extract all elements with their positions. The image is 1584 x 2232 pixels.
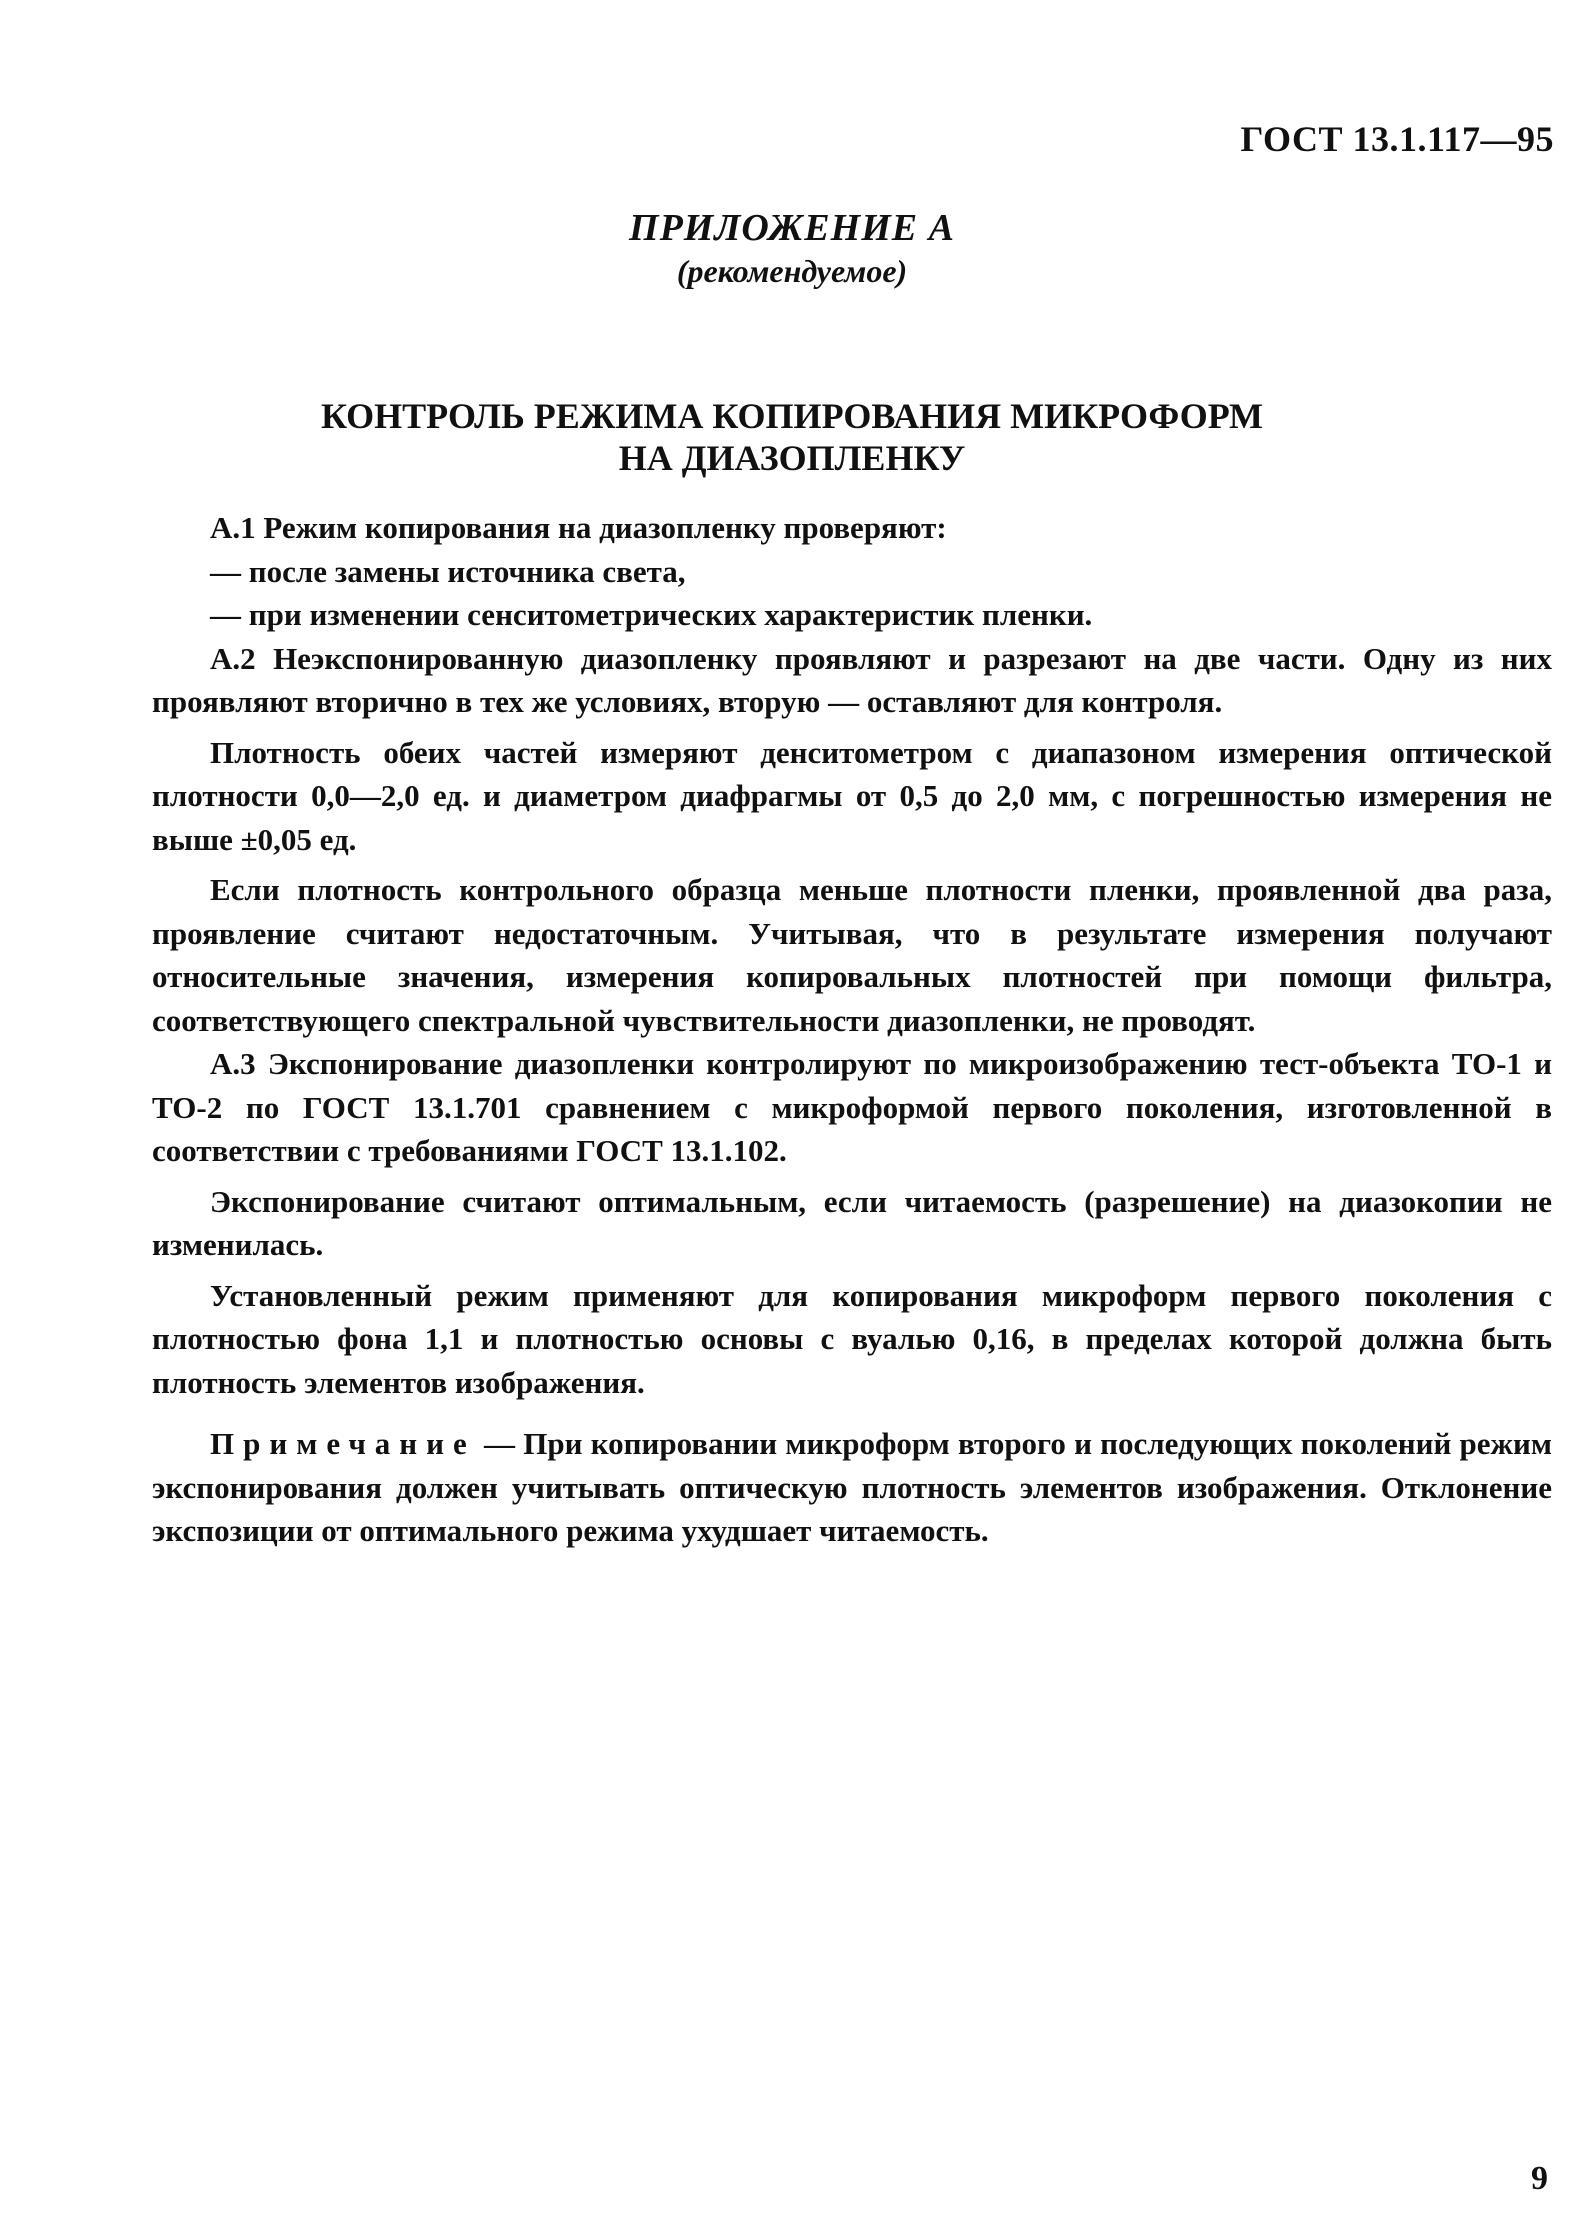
section-title-line-2: НА ДИАЗОПЛЕНКУ xyxy=(618,438,966,478)
body-text xyxy=(152,506,1552,1553)
paragraph-density: Плотность обеих частей измеряют денситометром с диапазоном измерения оптической плотности 0,0—2,0 ед. и диаметром диафрагмы от 0,5 до 2,0 мм, с погрешностью измерения не выше ±0,05 ед. xyxy=(152,734,1552,857)
paragraph-a3: А.3 Экспонирование диазопленки контролируют по микроизображению тест-объекта ТО-1 и ТО-2 по ГОСТ 13.1.701 сравнением с микроформой первого поколения, изготовленной в соответствии с требованиями ГОСТ 13.1.102. xyxy=(152,1046,1552,1168)
paragraph-optimal: Экспонирование считают оптимальным, если читаемость (разрешение) на диазокопии не изменилась. xyxy=(152,1183,1552,1262)
paragraph-mode: Установленный режим применяют для копирования микроформ первого поколения с плотностью фона 1,1 и плотностью основы с вуалью 0,16, в пределах которой должна быть плотность элементов изображения. xyxy=(152,1277,1552,1400)
section-title-line-1: КОНТРОЛЬ РЕЖИМА КОПИРОВАНИЯ МИКРОФОРМ xyxy=(320,396,1264,436)
note-label: Примечание xyxy=(210,1426,476,1461)
appendix-subtitle: (рекомендуемое) xyxy=(676,253,908,289)
note xyxy=(152,1422,1552,1553)
paragraph-a2: А.2 Неэкспонированную диазопленку проявляют и разрезают на две части. Одну из них проявляют вторично в тех же условиях, вторую — оставляют для контроля. xyxy=(152,640,1552,719)
paragraph-a1: А.1 Режим копирования на диазопленку проверяют: xyxy=(210,510,947,545)
note-text: — При копировании микроформ второго и последующих поколений режим экспонирования должен учитывать оптическую плотность элементов изображения. Отклонение экспозиции от оптимального режима ухудшает читаемость. xyxy=(152,1426,1552,1548)
list-item-light-source: — после замены источника света, xyxy=(210,553,686,589)
document-code: ГОСТ 13.1.117—95 xyxy=(1240,119,1554,159)
appendix-title: ПРИЛОЖЕНИЕ А xyxy=(629,207,955,249)
paragraph-control-sample: Если плотность контрольного образца меньше плотности пленки, проявленной два раза, проявление считают недостаточным. Учитывая, что в результате измерения получают относительные значения, измерения копировальных плотностей при помощи фильтра, соответствующего спектральной чувствительности диазопленки, не проводят. xyxy=(152,872,1552,1038)
page-number: 9 xyxy=(1531,2160,1548,2197)
appendix-heading xyxy=(0,205,1584,291)
section-title xyxy=(0,395,1584,479)
list-item-sensitometric: — при изменении сенситометрических характеристик пленки. xyxy=(210,597,1093,632)
